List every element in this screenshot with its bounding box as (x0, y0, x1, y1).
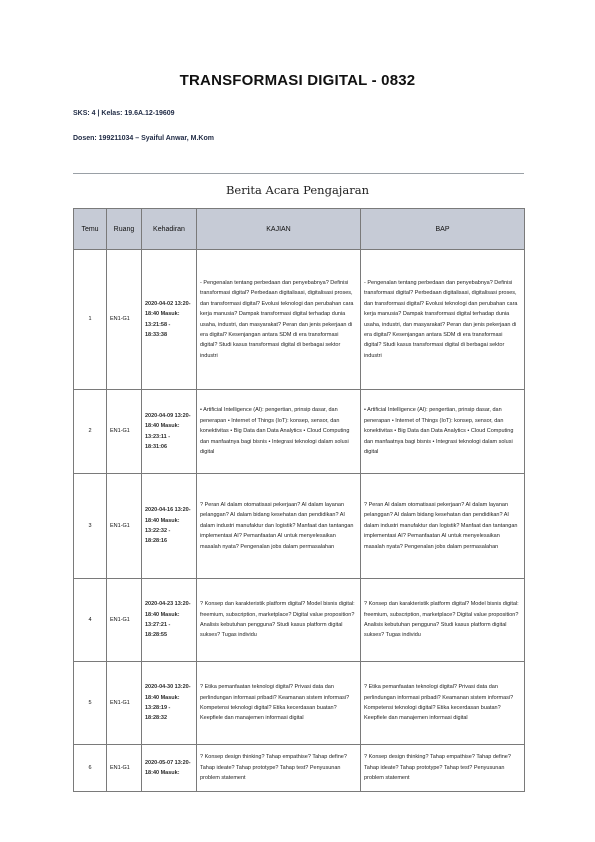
section-title: Berita Acara Pengajaran (225, 183, 369, 197)
table-row (74, 662, 525, 745)
divider (73, 173, 524, 174)
temu-cell: 4 (74, 579, 107, 662)
bap-cell: ? Etika pemanfaatan teknologi digital? Privasi data dan perlindungan informasi pribadi? Keamanan sistem informasi? Kompetensi teknologi digital? Etika kecerdasan buatan? Keepfiele dan manajemen informasi digital (361, 662, 525, 745)
ruang-cell: EN1-G1 (107, 250, 142, 390)
bap-cell: - Pengenalan tentang perbedaan dan penyebabnya? Definisi transformasi digital? Perbedaan digitalisasi, digitalisasi proses, dan transformasi digital? Evolusi teknologi dan perubahan cara kerja manusia? Dampak transformasi digital terhadap dunia usaha, industri, dan masyarakat? Peran dan jenis pekerjaan di era digital? Kesenjangan antara SDM di era transformasi digital? Studi kasus transformasi digital di berbagai sektor industri (361, 250, 525, 390)
page-title: TRANSFORMASI DIGITAL - 0832 (179, 72, 416, 89)
ruang-cell: EN1-G1 (107, 662, 142, 745)
kehadiran-cell: 2020-04-23 13:20-18:40 Masuk: 13:27:21 - 18:28:55 (142, 579, 197, 662)
lecturer-info: Dosen: 199211034 – Syaiful Anwar, M.Kom (73, 135, 214, 142)
table-row (74, 250, 525, 390)
temu-cell: 3 (74, 474, 107, 579)
ruang-cell: EN1-G1 (107, 474, 142, 579)
header-ruang: Ruang (107, 209, 142, 250)
header-bap: BAP (361, 209, 525, 250)
kehadiran-cell: 2020-04-16 13:20-18:40 Masuk: 13:22:32 - 18:28:16 (142, 474, 197, 579)
kajian-cell: ? Konsep dan karakteristik platform digital? Model bisnis digital: freemium, subscription, marketplace? Digital value proposition? Analisis kebutuhan pengguna? Studi kasus platform digital sukses? Tugas individu (197, 579, 361, 662)
kajian-cell: ? Peran AI dalam otomatisasi pekerjaan? AI dalam layanan pelanggan? AI dalam bidang kesehatan dan pendidikan? AI dalam industri manufaktur dan logistik? Manfaat dan tantangan implementasi AI? Pemanfaatan AI untuk menyelesaikan masalah nyata? Pengenalan jobs dalam permasalahan (197, 474, 361, 579)
table-row (74, 745, 525, 792)
kajian-cell: • Artificial Intelligence (AI): pengertian, prinsip dasar, dan penerapan • Internet of Things (IoT): konsep, sensor, dan konektivitas • Big Data dan Data Analytics • Cloud Computing dan manfaatnya bagi bisnis • Integrasi teknologi dalam solusi digital (197, 390, 361, 474)
kajian-cell: - Pengenalan tentang perbedaan dan penyebabnya? Definisi transformasi digital? Perbedaan digitalisasi, digitalisasi proses, dan transformasi digital? Evolusi teknologi dan perubahan cara kerja manusia? Dampak transformasi digital terhadap dunia usaha, industri, dan masyarakat? Peran dan jenis pekerjaan di era digital? Kesenjangan antara SDM di era transformasi digital? Studi kasus transformasi digital di berbagai sektor industri (197, 250, 361, 390)
table-row (74, 474, 525, 579)
bap-table (73, 208, 525, 792)
temu-cell: 1 (74, 250, 107, 390)
table-row (74, 579, 525, 662)
table-header-row (74, 209, 525, 250)
table-row (74, 390, 525, 474)
bap-cell: • Artificial Intelligence (AI): pengertian, prinsip dasar, dan penerapan • Internet of Things (IoT): konsep, sensor, dan konektivitas • Big Data dan Data Analytics • Cloud Computing dan manfaatnya bagi bisnis • Integrasi teknologi dalam solusi digital (361, 390, 525, 474)
course-info: SKS: 4 | Kelas: 19.6A.12-19609 (73, 110, 175, 117)
bap-cell: ? Konsep dan karakteristik platform digital? Model bisnis digital: freemium, subscription, marketplace? Digital value proposition? Analisis kebutuhan pengguna? Studi kasus platform digital sukses? Tugas individu (361, 579, 525, 662)
header-kehadiran: Kehadiran (142, 209, 197, 250)
header-temu: Temu (74, 209, 107, 250)
ruang-cell: EN1-G1 (107, 579, 142, 662)
kehadiran-cell: 2020-04-09 13:20-18:40 Masuk: 13:23:11 - 18:31:06 (142, 390, 197, 474)
temu-cell: 5 (74, 662, 107, 745)
bap-cell: ? Konsep design thinking? Tahap empathise? Tahap define? Tahap ideate? Tahap prototype? Tahap test? Penyusunan problem statement (361, 745, 525, 792)
kehadiran-cell: 2020-04-02 13:20-18:40 Masuk: 13:21:58 - 18:33:38 (142, 250, 197, 390)
kajian-cell: ? Etika pemanfaatan teknologi digital? Privasi data dan perlindungan informasi pribadi? Keamanan sistem informasi? Kompetensi teknologi digital? Etika kecerdasan buatan? Keepfiele dan manajemen informasi digital (197, 662, 361, 745)
bap-cell: ? Peran AI dalam otomatisasi pekerjaan? AI dalam layanan pelanggan? AI dalam bidang kesehatan dan pendidikan? AI dalam industri manufaktur dan logistik? Manfaat dan tantangan implementasi AI? Pemanfaatan AI untuk menyelesaikan masalah nyata? Pengenalan jobs dalam permasalahan (361, 474, 525, 579)
ruang-cell: EN1-G1 (107, 745, 142, 792)
kehadiran-cell: 2020-05-07 13:20-18:40 Masuk: (142, 745, 197, 792)
kajian-cell: ? Konsep design thinking? Tahap empathise? Tahap define? Tahap ideate? Tahap prototype? Tahap test? Penyusunan problem statement (197, 745, 361, 792)
temu-cell: 2 (74, 390, 107, 474)
ruang-cell: EN1-G1 (107, 390, 142, 474)
kehadiran-cell: 2020-04-30 13:20-18:40 Masuk: 13:28:19 - 18:28:32 (142, 662, 197, 745)
header-kajian: KAJIAN (197, 209, 361, 250)
temu-cell: 6 (74, 745, 107, 792)
